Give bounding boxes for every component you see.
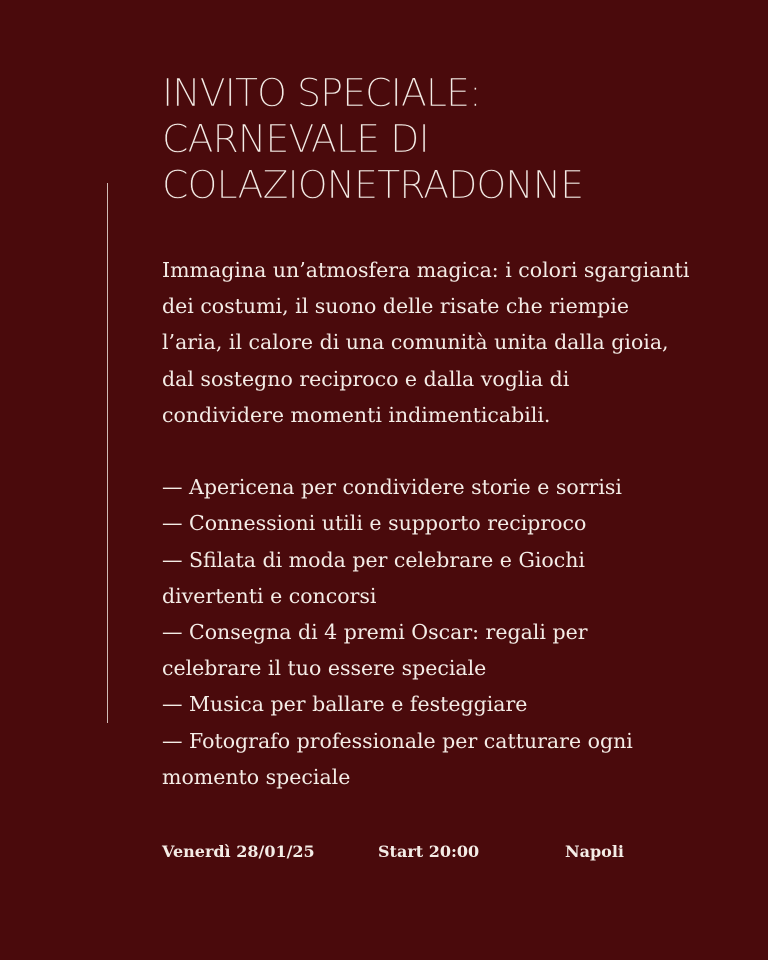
list-item-sfilata: — Sfilata di moda per celebrare e Giochi divertenti e concorsi [162,547,585,608]
list-item-musica: — Musica per ballare e festeggiare [162,692,528,717]
event-location: Napoli [565,842,625,861]
decorative-vertical-line [107,183,108,723]
list-item-apericena: — Apericena per condividere storie e sorrisi [162,475,622,500]
event-date: Venerdì 28/01/25 [162,842,315,861]
invitation-body [162,252,692,795]
list-item-premi: — Consegna di 4 premi Oscar: regali per celebrare il tuo essere speciale [162,620,588,681]
list-item-connessioni: — Connessioni utili e supporto reciproco [162,511,587,536]
intro-paragraph: Immagina un’atmosfera magica: i colori sgargianti dei costumi, il suono delle risate che riempie l’aria, il calore di una comunità unita dalla gioia, dal sostegno reciproco e dalla voglia di condividere momenti indimenticabili. [162,258,690,427]
paragraph-spacer [162,433,692,469]
title-line-2: CARNEVALE DI [162,117,429,161]
title-line-1: INVITO SPECIALE: [162,71,481,115]
list-item-fotografo: — Fotografo professionale per catturare ogni momento speciale [162,728,633,789]
title-line-3: COLAZIONETRADONNE [162,163,584,207]
event-start-time: Start 20:00 [378,842,480,861]
page-title [162,70,722,208]
